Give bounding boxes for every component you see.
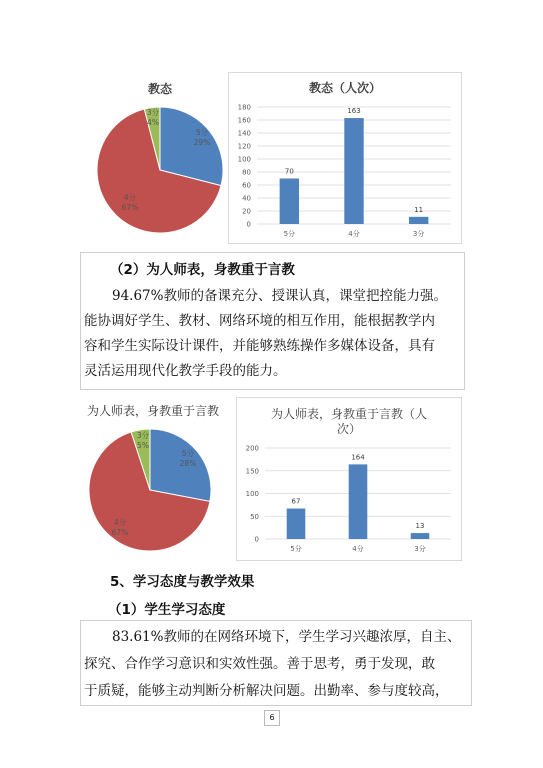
pie-slice-label: 4分 — [113, 518, 127, 527]
paragraph-line: 94.67%教师的备课充分、授课认真，课堂把控能力强。 — [112, 288, 447, 304]
paragraph-line: 容和学生实际设计课件，并能够熟练操作多媒体设备，具有 — [84, 338, 435, 354]
pie-slice-label: 3分 — [136, 431, 150, 440]
bar1-title: 教态（人次） — [308, 81, 381, 95]
page-number: 6 — [264, 710, 280, 726]
x-tick-label: 4分 — [352, 545, 364, 553]
y-tick-label: 80 — [242, 168, 251, 177]
paragraph-line: 灵活运用现代化教学手段的能力。 — [84, 363, 287, 379]
y-tick-label: 100 — [245, 490, 259, 498]
section5-heading: 5、学习态度与教学效果 — [110, 574, 255, 590]
pie-slice-percent: 5% — [137, 441, 149, 450]
pie2-chart — [85, 423, 225, 563]
data-label: 163 — [347, 107, 361, 116]
x-tick-label: 3分 — [412, 230, 425, 238]
y-tick-label: 160 — [237, 116, 251, 125]
y-tick-label: 0 — [246, 220, 251, 229]
pie-slice-label: 5分 — [195, 128, 209, 137]
bar1-chart-box — [228, 72, 462, 244]
paragraph-line: 83.61%教师的在网络环境下，学生学习兴趣浓厚，自主、 — [112, 629, 461, 645]
pie-slice-label: 4分 — [123, 193, 137, 202]
x-tick-label: 5分 — [290, 545, 302, 553]
data-label: 11 — [414, 205, 424, 214]
pie1-chart — [90, 100, 230, 240]
bar2-title-line1: 为人师表，身教重于言教（人 — [270, 407, 427, 421]
y-tick-label: 180 — [237, 103, 251, 112]
pie-slice-percent: 29% — [193, 138, 211, 147]
section5-paragraph — [84, 624, 469, 705]
section2-heading: （2）为人师表，身教重于言教 — [110, 262, 295, 278]
data-label: 164 — [351, 453, 365, 462]
pie-slice-percent: 67% — [111, 528, 129, 537]
y-tick-label: 120 — [237, 142, 251, 151]
pie-slice-percent: 4% — [147, 118, 159, 127]
bar — [344, 118, 363, 224]
y-tick-label: 0 — [254, 535, 259, 544]
y-tick-label: 20 — [242, 207, 251, 216]
y-tick-label: 50 — [250, 512, 259, 521]
section2-paragraph — [84, 284, 464, 384]
y-tick-label: 150 — [245, 467, 259, 476]
y-tick-label: 60 — [242, 181, 251, 190]
pie2-title: 为人师表，身教重于言教 — [86, 404, 219, 418]
data-label: 70 — [284, 167, 294, 176]
bar — [411, 533, 430, 539]
bar2-chart-box — [236, 397, 462, 561]
paragraph-line: 于质疑，能够主动判断分析解决问题。出勤率、参与度较高， — [84, 683, 449, 699]
section5-subheading: （1）学生学习态度 — [108, 602, 226, 618]
bar — [409, 217, 428, 224]
bar — [287, 509, 306, 539]
y-tick-label: 140 — [237, 129, 251, 138]
pie-slice-label: 5分 — [181, 449, 195, 458]
data-label: 67 — [291, 497, 301, 506]
bar1-plot — [229, 73, 461, 243]
bar2-plot — [237, 398, 461, 560]
x-tick-label: 4分 — [348, 230, 360, 238]
pie-slice-percent: 67% — [121, 203, 139, 212]
y-tick-label: 40 — [242, 194, 251, 203]
paragraph-line: 探究、合作学习意识和实效性强。善于思考，勇于发现，敢 — [84, 656, 435, 672]
bar — [349, 464, 368, 539]
paragraph-line: 能协调好学生、教材、网络环境的相互作用，能根据教学内 — [84, 313, 435, 329]
data-label: 13 — [415, 522, 425, 531]
y-tick-label: 200 — [245, 444, 259, 453]
y-tick-label: 100 — [237, 155, 251, 164]
pie-slice-label: 3分 — [146, 108, 160, 117]
bar2-title-line2: 次） — [336, 422, 361, 436]
bar — [280, 179, 299, 225]
pie-slice-percent: 28% — [179, 459, 197, 468]
x-tick-label: 3分 — [414, 545, 426, 553]
x-tick-label: 5分 — [283, 230, 296, 238]
pie1-title: 教态 — [147, 82, 172, 96]
